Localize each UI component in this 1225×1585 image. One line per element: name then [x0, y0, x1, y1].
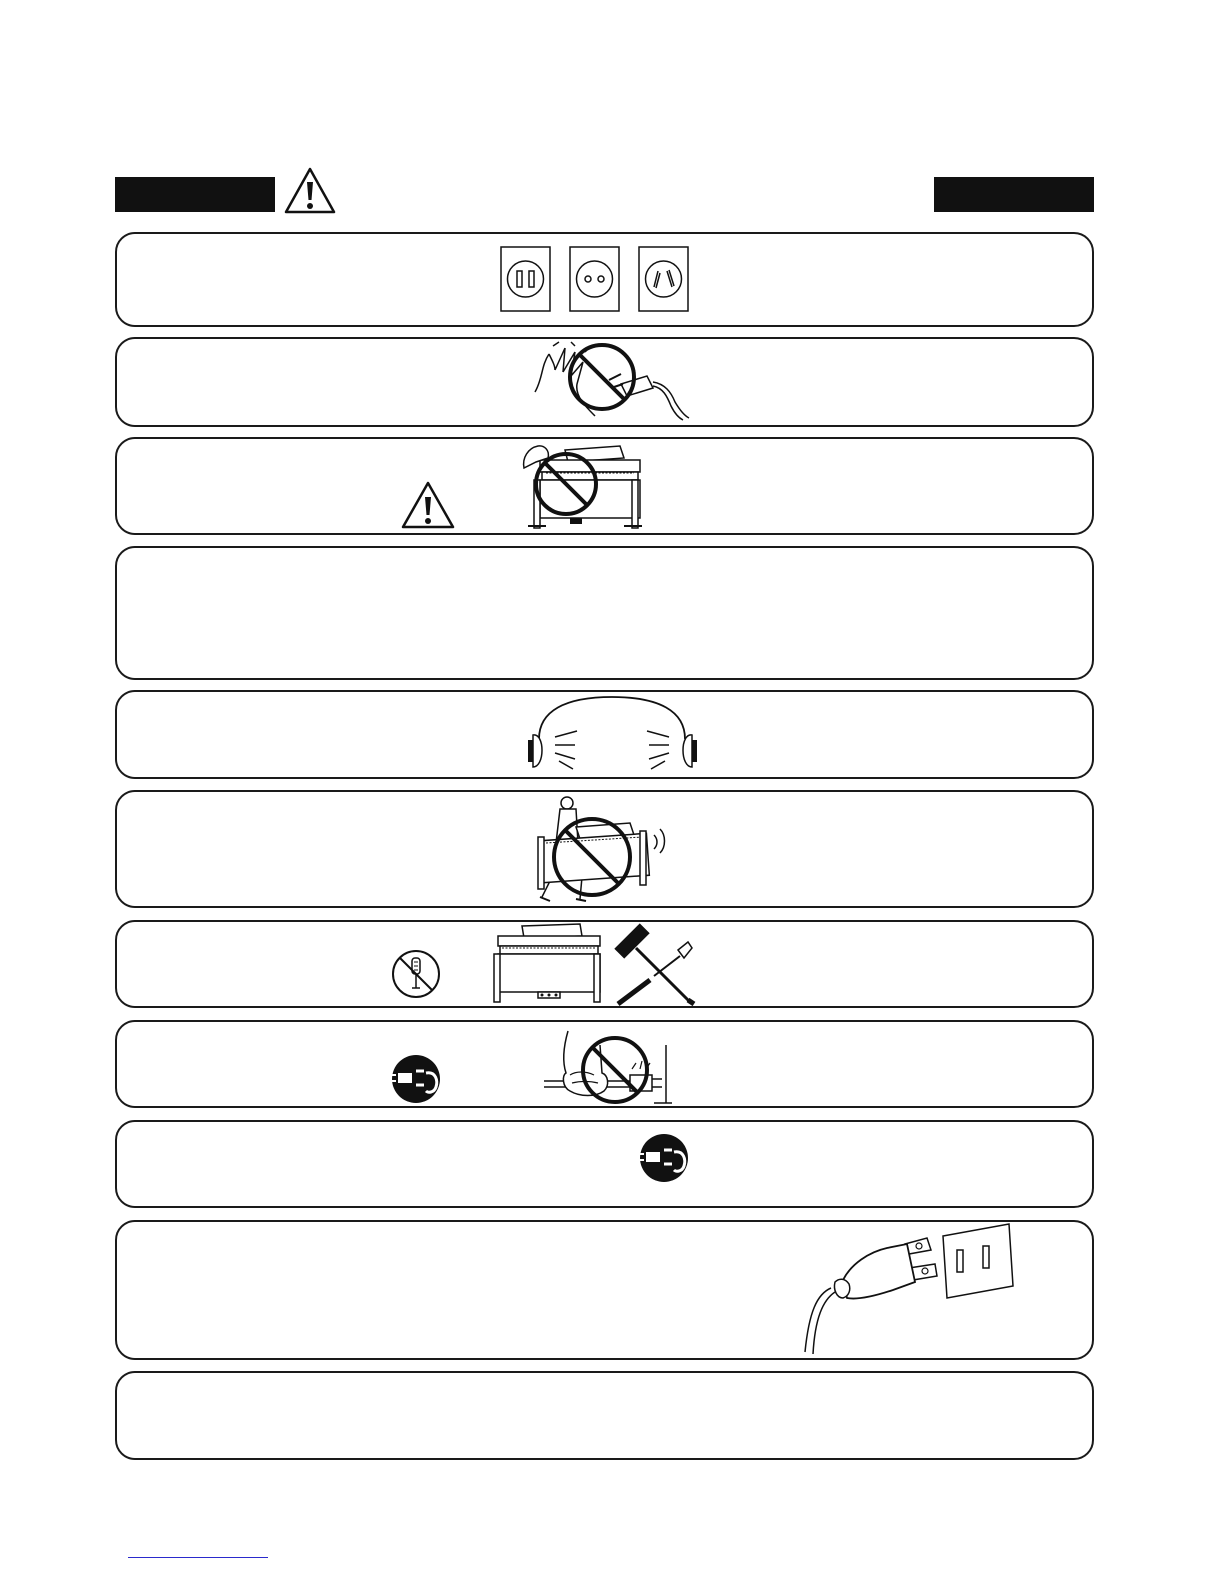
lifting-piano-prohibited-icon [520, 793, 670, 905]
piano-open-icon [494, 922, 604, 1004]
outlet-types-icon [500, 245, 690, 313]
unplug-icon [390, 1053, 442, 1105]
tools-crossed-icon [610, 920, 700, 1006]
caution-box-bottom [115, 1371, 1094, 1460]
warning-triangle-icon [283, 166, 337, 216]
pull-cord-prohibited-icon [540, 1025, 672, 1105]
footer-link-underline [128, 1557, 268, 1558]
caution-box-long-absence [115, 1120, 1094, 1208]
caution-box-text [115, 546, 1094, 680]
unplug-icon-2 [638, 1132, 690, 1184]
disassemble-prohibited-icon [390, 948, 442, 1000]
liquid-on-piano-prohibited-icon [520, 440, 645, 532]
caution-box-disassemble [115, 920, 1094, 1008]
headphones-icon [525, 695, 700, 775]
warning-header-bar-right [934, 177, 1094, 212]
warning-header-bar-left [115, 177, 275, 212]
plug-into-outlet-icon [795, 1222, 1035, 1356]
warning-triangle-small-icon [400, 480, 456, 530]
wet-hands-prohibited-icon [525, 340, 695, 420]
